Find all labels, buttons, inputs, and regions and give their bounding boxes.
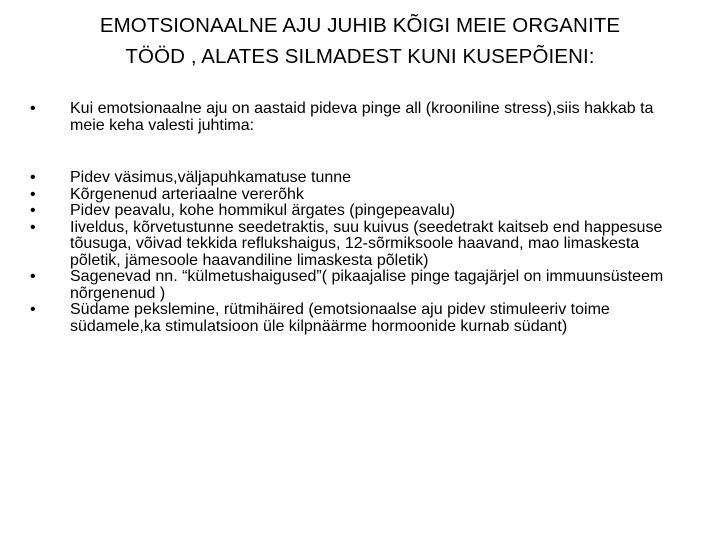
bullet-item [30,269,690,302]
bullet-text: Südame pekslemine, rütmihäired (emotsionaalse aju pidev stimuleeriv toime südamele,ka stimulatsioon üle kilpnäärme hormoonide kurnab südant) [70,301,610,335]
bullet-glyph: • [30,218,36,236]
bullet-glyph: • [30,202,36,219]
bullet-text: Sagenevad nn. “külmetushaigused”( pikaajalise pinge tagajärjel on immuunsüsteem nõrgenenud ) [70,268,664,302]
bullet-text: Iiveldus, kõrvetustunne seedetraktis, suu kuivus (seedetrakt kaitseb end happesuse tõusuga, võivad tekkida reflukshaigus, 12-sõrmiksoole haavand, mao limaskesta põletik, jämesoole haavandiline limaskesta põletik) [70,218,663,269]
bullet-text: Kui emotsionaalne aju on aastaid pideva pinge all (krooniline stress),siis hakkab ta meie keha valesti juhtima: [70,100,654,134]
bullet-item [30,302,690,335]
bullet-item [30,170,690,187]
bullet-glyph: • [30,169,36,186]
intro-bullet-list [30,101,690,134]
slide-title [30,10,690,72]
bullet-item [30,220,690,270]
bullet-glyph: • [30,100,36,117]
bullet-glyph: • [30,301,36,318]
bullet-text: Kõrgenenud arteriaalne vererõhk [70,185,304,203]
slide-title-line-1: EMOTSIONAALNE AJU JUHIB KÕIGI MEIE ORGANITE [99,14,621,37]
bullet-glyph: • [30,185,36,203]
bullet-text: Pidev väsimus,väljapuhkamatuse tunne [70,169,352,186]
symptom-bullet-list [30,170,690,335]
bullet-item-intro [30,101,690,134]
slide-title-line-2: TÖÖD , ALATES SILMADEST KUNI KUSEPÕIENI: [125,45,595,68]
bullet-glyph: • [30,268,36,285]
bullet-item [30,203,690,220]
bullet-text: Pidev peavalu, kohe hommikul ärgates (pingepeavalu) [70,202,456,219]
bullet-item [30,187,690,204]
